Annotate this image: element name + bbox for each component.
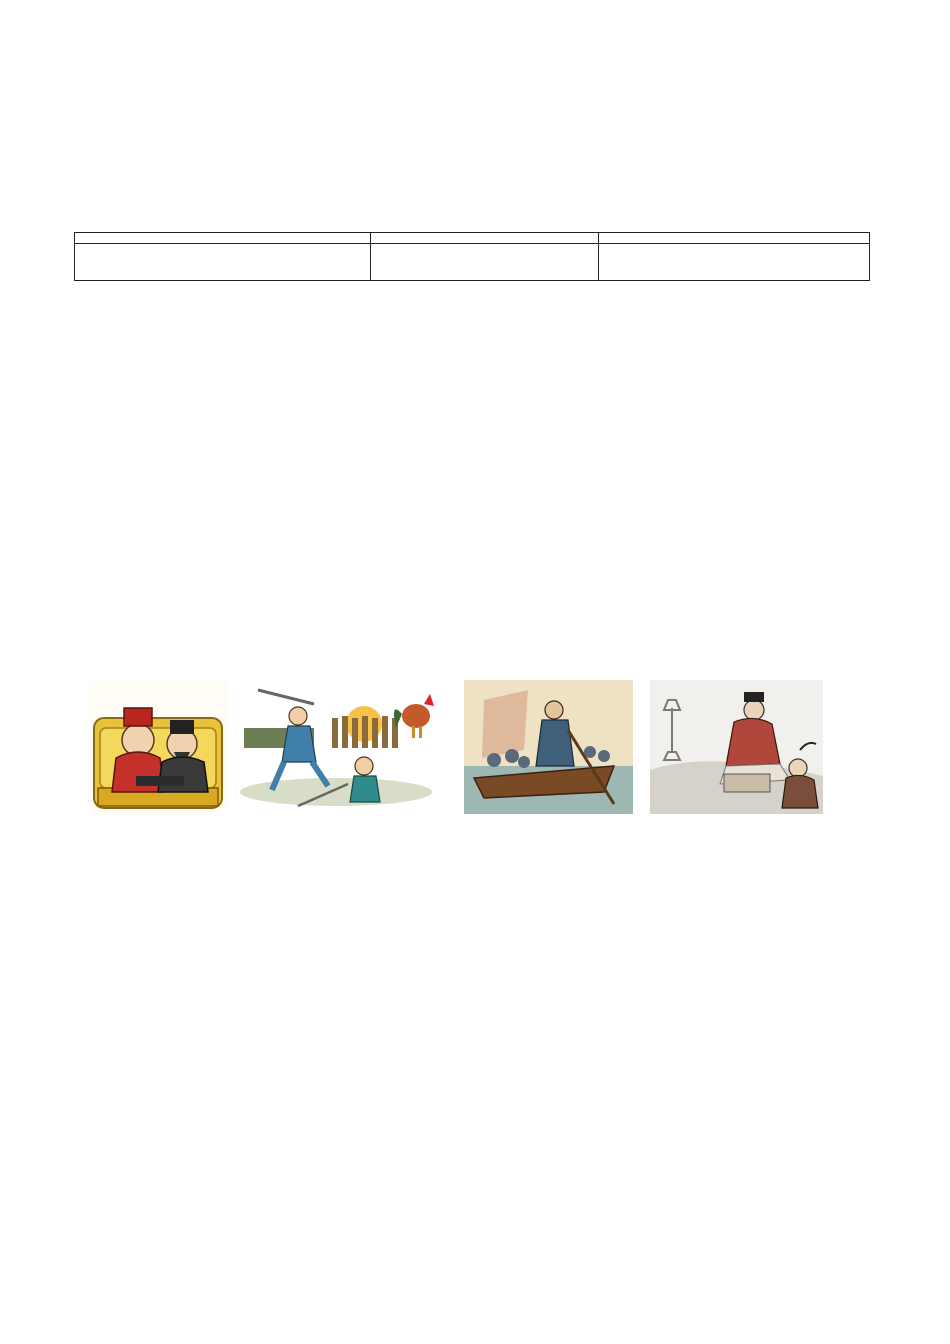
picture-wang-ma [90,680,227,814]
materials-text-row [75,233,870,244]
capital-blank [92,102,100,120]
intro-line [92,102,106,120]
picture-ji-ji-zhong-liu [464,680,633,814]
material-one-caption [75,244,371,281]
material-three-caption [599,244,870,281]
material-two-caption [371,244,599,281]
go-game-illustration [650,680,823,814]
materials-caption-row [75,244,870,281]
picture-xia-qi-ru-gu [650,680,823,814]
boat-oath-illustration [464,680,633,814]
picture-wen-ji-qi-wu [236,680,442,814]
sword-dance-illustration [236,680,442,814]
materials-table [74,232,870,281]
material-two-text [371,233,599,244]
material-one-text [75,233,371,244]
material-three-text [599,233,870,244]
throne-illustration [90,680,227,814]
